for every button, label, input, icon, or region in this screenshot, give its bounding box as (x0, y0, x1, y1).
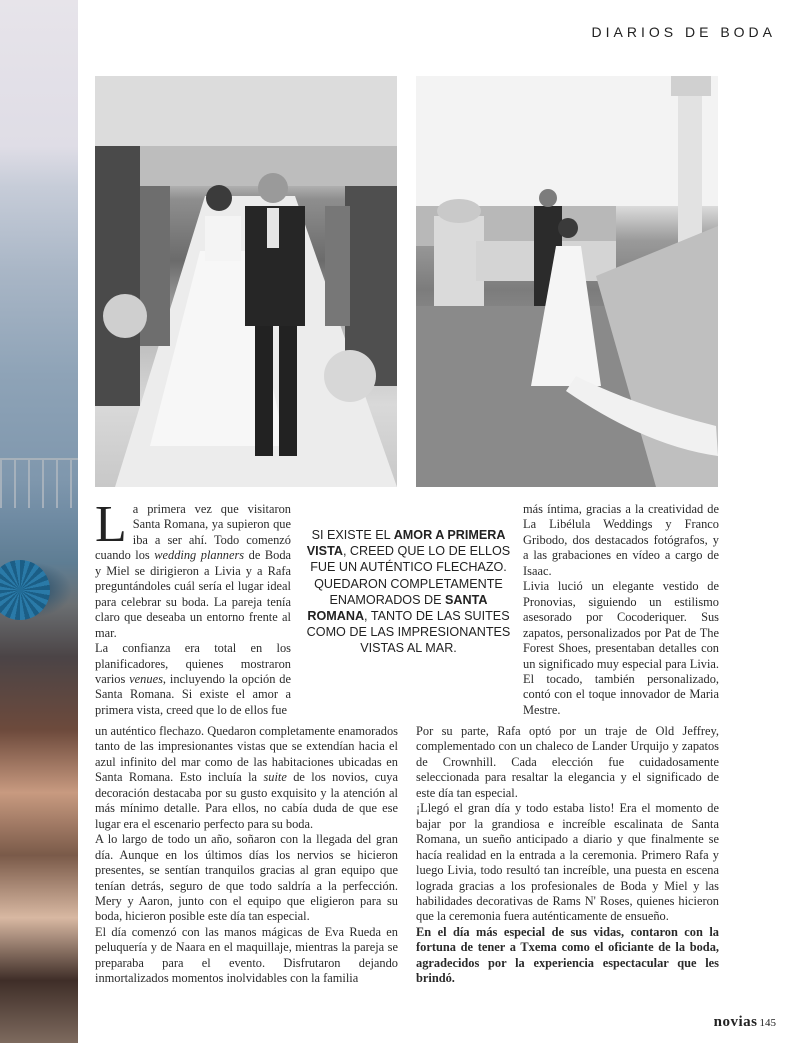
page-number: 145 (759, 1017, 776, 1029)
staircase-illustration (416, 76, 718, 487)
text-run: un auténtico flechazo. Quedaron completamente enamorados tanto de las impresionantes vistas que se extendían hacia el azul infinito del mar como de las habitaciones ubicadas en Santa Romana. Esto incluía la (95, 724, 398, 785)
article-paragraph-5: más íntima, gracias a la creatividad de La Libélula Weddings y Franco Gribodo, dos destacados fotógrafos, y a las grabaciones en vídeo a cargo de Isaac. (523, 502, 719, 578)
blue-fan (0, 560, 50, 620)
quote-text: , CREED QUE LO DE ELLOS FUE UN AUTÉNTICO FLECHAZO. QUEDARON COMPLETAMENTE ENAMORADOS DE (310, 544, 511, 607)
page-footer (714, 1013, 776, 1031)
text-emphasis: wedding planners (154, 548, 245, 563)
article-paragraph-3: A lo largo de todo un año, soñaron con la llegada del gran día. Aunque en los últimos días los nervios se hicieron presentes, se sentían tranquilos gracias al gran equipo que tenían detrás, seguro de que todo saldría a la perfección. Mery y Aaron, junto con el equipo que eligieron para su boda, hicieron posible este día tan especial. (95, 832, 398, 924)
quote-bold: AMOR A PRIMERA VISTA (306, 528, 506, 559)
article-paragraph-6: Livia lució un elegante vestido de Pronovias, siguiendo un estilismo asesorado por Cocoderiquer. Sus zapatos, personalizados por Pat de The Forest Shoes, presentaban detalles con un significado muy especial para Livia. El tocado, también personalizado, contó con el toque innovador de Maria Mestre. (523, 579, 719, 717)
magazine-brand: novias (713, 1014, 758, 1030)
text-run: La confianza era total en los planificadores, quienes mostraron varios (95, 641, 291, 686)
couple-walking-aisle-photo (95, 76, 397, 487)
article-paragraph-9: En el día más especial de sus vidas, contaron con la fortuna de tener a Txema como el oficiante de la boda, agradecidos por la experiencia espectacular que les brindó. (416, 924, 719, 986)
pull-quote (306, 527, 511, 657)
dropcap: L (95, 496, 127, 553)
quote-text: , TANTO DE LAS SUITES COMO DE LAS IMPRESIONANTES VISTAS AL MAR. (306, 609, 511, 656)
article-column-3 (523, 502, 719, 718)
text-run: , incluyendo la opción de Santa Romana. Si existe el amor a primera vista, creed que lo de ellos fue (95, 671, 291, 717)
balustrade-rail (0, 458, 78, 508)
article-column-1-continued (95, 724, 398, 987)
couple-walking-illustration (95, 76, 397, 487)
article-paragraph-1 (95, 496, 292, 641)
text-emphasis: suite (263, 770, 287, 785)
article-paragraph-8: ¡Llegó el gran día y todo estaba listo! Era el momento de bajar por la grandiosa e increíble escalinata de Santa Romana, un sueño anticipado a diario y que finalmente se hacía realidad en la entrada a la ceremonia. Primero Rafa y luego Livia, todo resultó tan increíble, una puesta en escena lograda gracias a los profesionales de Boda y Miel y las habilidades decorativas de Rams N' Roses, quienes hicieron que la ceremonia fuera auténticamente de ensueño. (416, 801, 719, 924)
text-run: de Boda y Miel se dirigieron a Livia y a Rafa preguntándoles cuál sería el lugar ideal para celebrar su boda. La pareja tenía claro que deseaba un entorno frente al mar. (95, 548, 292, 640)
article-paragraph-2 (95, 641, 291, 718)
text-run: de los novios, cuya decoración destacaba por su gusto exquisito y la atención al más mínimo detalle. Para ellos, no cabía duda de que ese lugar era el escenario perfecto para su boda. (95, 770, 398, 831)
sea-and-guests-photo (0, 0, 78, 1043)
article-column-2 (416, 724, 719, 987)
quote-text: SI EXISTE EL (311, 528, 394, 542)
text-emphasis: venues (129, 671, 163, 686)
article-paragraph-4: El día comenzó con las manos mágicas de Eva Rueda en peluquería y de Naara en el maquillaje, mientras la pareja se preparaba para el evento. Disfrutaron dejando inmortalizados momentos inolvidables con la familia (95, 924, 398, 986)
bride-on-staircase-photo (416, 76, 718, 487)
quote-bold: SANTA ROMANA (307, 592, 488, 624)
article-column-1 (95, 496, 292, 718)
article-paragraph-7: Por su parte, Rafa optó por un traje de Old Jeffrey, complementado con un chaleco de Lander Urquijo y zapatos de Crownhill. Cada elección fue cuidadosamente seleccionada para resaltar la elegancia y el significado de este día tan especial. (416, 724, 719, 800)
article-paragraph-2-continued (95, 724, 398, 832)
text-run: a primera vez que visitaron Santa Romana, ya supieron que iba a ser ahí. Todo comenzó cuando los (95, 502, 291, 563)
section-title: DIARIOS DE BODA (591, 24, 776, 40)
